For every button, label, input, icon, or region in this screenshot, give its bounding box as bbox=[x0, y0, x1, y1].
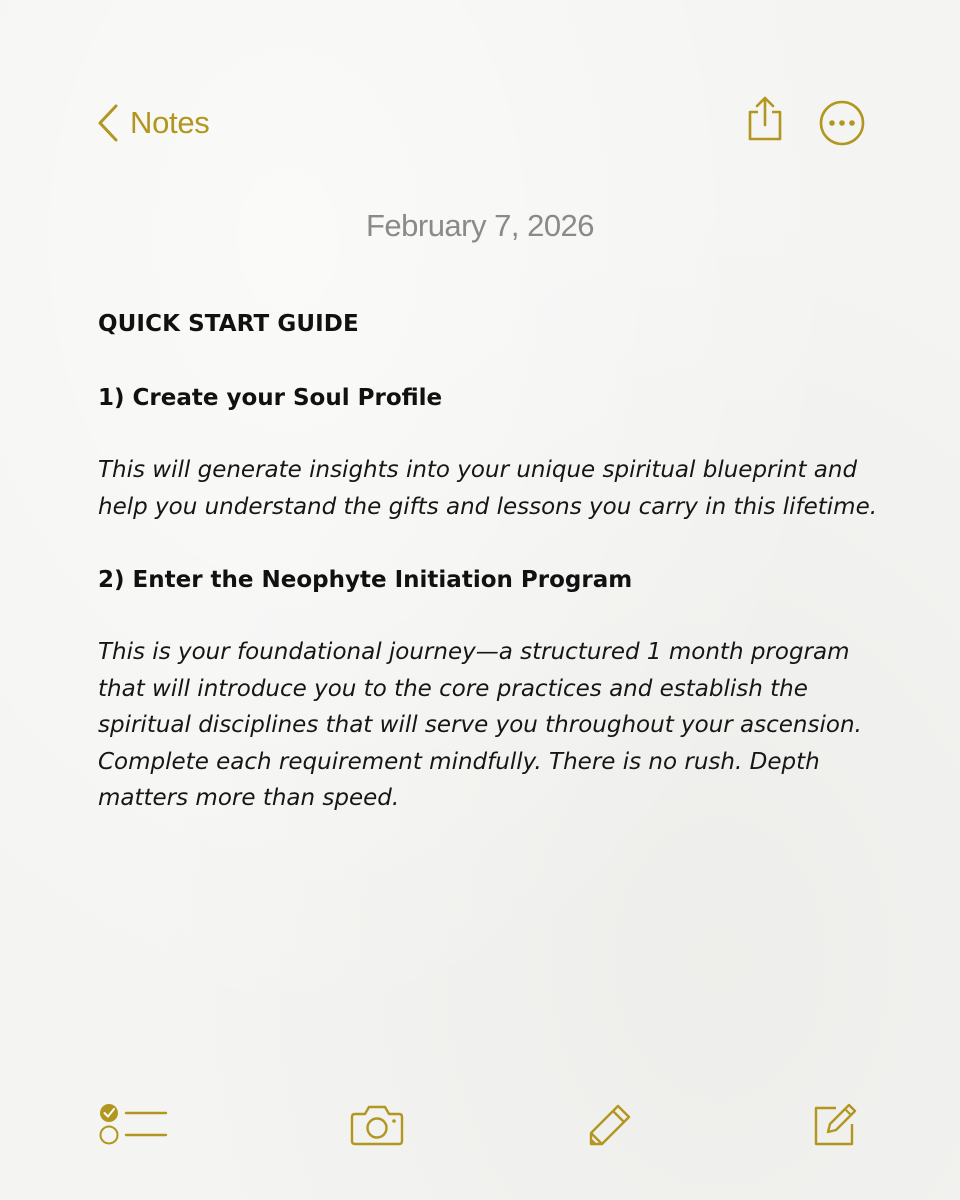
step-title: 2) Enter the Neophyte Initiation Program bbox=[98, 567, 633, 593]
compose-icon bbox=[812, 1102, 858, 1148]
spacer bbox=[98, 598, 878, 634]
chevron-left-icon bbox=[96, 103, 120, 143]
step-body: This is your foundational journey—a structured 1 month program that will introduce you to the core practices and establish the spiritual disciplines that will serve you throughout your ascension. Complete each requirement mindfully. There is no rush. Depth matters more than speed. bbox=[98, 639, 862, 811]
pencil-icon bbox=[586, 1102, 634, 1148]
note-heading: QUICK START GUIDE bbox=[98, 311, 359, 337]
step-body: This will generate insights into your unique spiritual blueprint and help you understand the gifts and lessons you carry in this lifetime. bbox=[98, 457, 878, 520]
more-icon bbox=[818, 99, 866, 147]
checklist-icon bbox=[98, 1102, 168, 1146]
back-button[interactable] bbox=[96, 100, 209, 146]
camera-button[interactable] bbox=[350, 1104, 404, 1146]
back-label: Notes bbox=[130, 105, 210, 140]
more-button[interactable] bbox=[818, 99, 866, 147]
share-button[interactable] bbox=[746, 95, 784, 143]
checklist-button[interactable] bbox=[98, 1102, 168, 1146]
spacer bbox=[98, 525, 878, 562]
markup-button[interactable] bbox=[586, 1102, 634, 1148]
compose-button[interactable] bbox=[812, 1102, 858, 1148]
step-title: 1) Create your Soul Profile bbox=[98, 385, 443, 411]
spacer bbox=[98, 416, 878, 452]
note-content[interactable] bbox=[98, 306, 878, 817]
note-date: February 7, 2026 bbox=[365, 208, 595, 243]
share-icon bbox=[746, 95, 784, 143]
camera-icon bbox=[350, 1104, 404, 1146]
spacer bbox=[98, 342, 878, 380]
